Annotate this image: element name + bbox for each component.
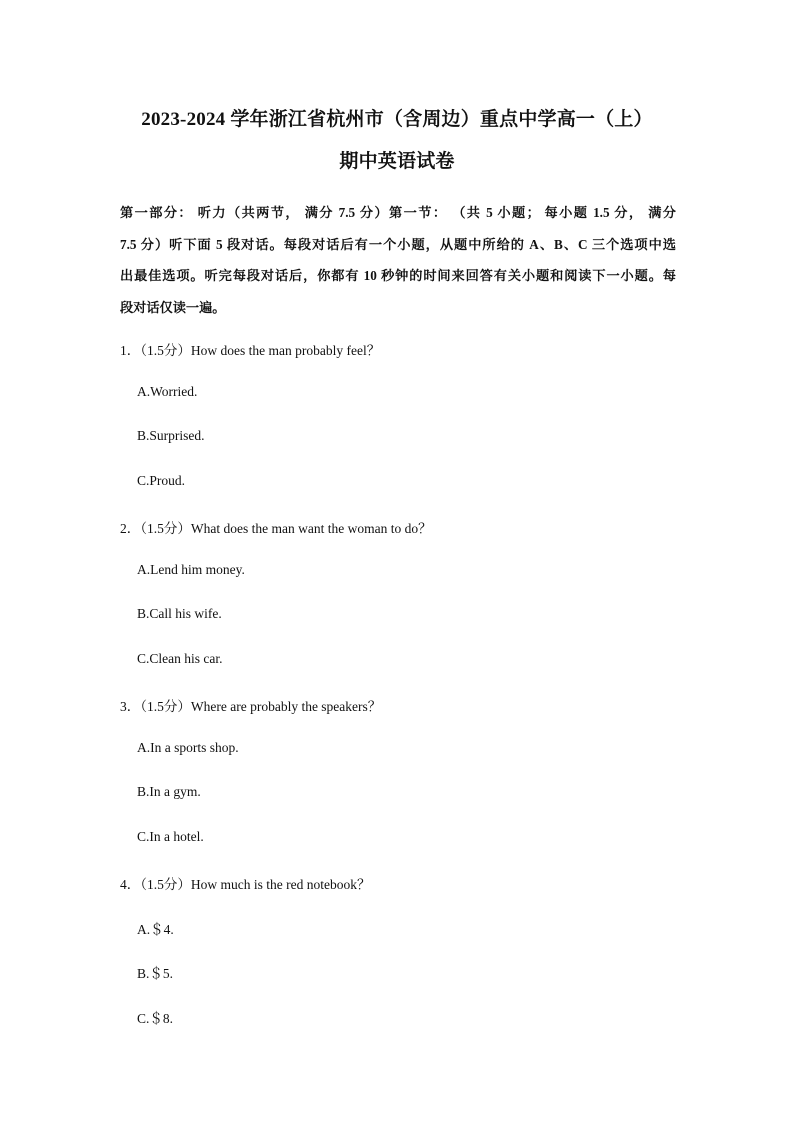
instruction-line: 第一部分： 听力（共两节， 满分 7.5 分）第一节： （共 5 小题； 每小题 1.5 分， 满分: [120, 205, 676, 220]
answer-option: B.Call his wife.: [137, 606, 222, 621]
exam-title: 2023-2024 学年浙江省杭州市（含周边）重点中学高一（上）: [141, 109, 653, 130]
instruction-line: 出最佳选项。听完每段对话后，你都有 10 秒钟的时间来回答有关小题和阅读下一小题。每: [120, 268, 676, 283]
question-prompt: 3．（1.5分）Where are probably the speakers？: [120, 699, 382, 714]
question-prompt: 4．（1.5分）How much is the red notebook？: [120, 877, 371, 892]
question-prompt: 1．（1.5分）How does the man probably feel？: [120, 343, 381, 358]
answer-option: A.Lend him money.: [137, 562, 245, 577]
instruction-line: 段对话仅读一遍。: [120, 299, 226, 315]
answer-option: C.In a hotel.: [137, 829, 204, 844]
exam-subtitle: 期中英语试卷: [339, 151, 455, 172]
answer-option: A.Worried.: [137, 384, 198, 399]
answer-option: C.Proud.: [137, 473, 186, 488]
question-prompt: 2．（1.5分）What does the man want the woman to do？: [120, 521, 432, 536]
answer-option: B.＄5.: [137, 966, 174, 981]
answer-option: B.In a gym.: [137, 784, 201, 799]
answer-option: B.Surprised.: [137, 428, 205, 443]
answer-option: C.＄8.: [137, 1011, 174, 1026]
instruction-line: 7.5 分）听下面 5 段对话。每段对话后有一个小题，从题中所给的 A、B、C 三个选项中选: [120, 236, 676, 252]
answer-option: A.＄4.: [137, 922, 174, 937]
answer-option: A.In a sports shop.: [137, 740, 239, 755]
answer-option: C.Clean his car.: [137, 651, 223, 666]
section-instructions: [120, 197, 676, 323]
